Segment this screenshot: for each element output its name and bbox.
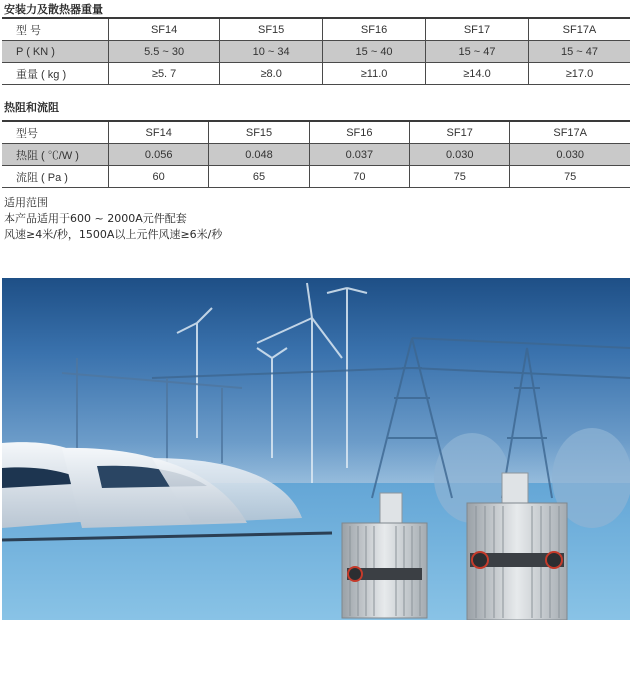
table-row [2,166,630,188]
table-cell: SF15 [220,18,323,41]
table-row [2,41,630,63]
table-cell: 75 [510,166,630,188]
table-cell: ≥8.0 [220,63,323,85]
table-header-row [2,121,630,144]
table-cell: SF16 [323,18,426,41]
table-cell: ≥17.0 [528,63,630,85]
table-cell: 15 ~ 40 [323,41,426,63]
table-cell: 热阻 ( ℃/W ) [2,144,109,166]
table-cell: SF17 [410,121,510,144]
table-cell: 重量 ( kg ) [16,68,67,81]
table-cell: P ( KN ) [2,41,109,63]
table-cell: 0.030 [510,144,630,166]
wind-turbines [177,283,367,483]
section-title-install-weight: 安装力及散热器重量 [4,3,103,16]
product-photo [2,278,630,620]
table-cell: 65 [209,166,309,188]
table-cell: ≥5. 7 [109,63,220,85]
table-cell: 流阻 ( Pa ) [16,171,68,184]
application-line-2: 风速≥4米/秒，1500A以上元件风速≥6米/秒 [4,228,223,241]
table-cell: SF17A [510,121,630,144]
table-cell: SF14 [109,18,220,41]
table-cell: 15 ~ 47 [426,41,529,63]
table-cell: 75 [410,166,510,188]
table-cell: 0.056 [109,144,209,166]
table-cell: 0.030 [410,144,510,166]
photo-illustration [2,278,630,620]
table-cell: SF17 [426,18,529,41]
table-cell: 10 ~ 34 [220,41,323,63]
table-cell: ≥11.0 [323,63,426,85]
application-title: 适用范围 [4,196,48,209]
table-cell: 15 ~ 47 [528,41,630,63]
table-row [2,63,630,85]
thermal-flow-table [2,120,630,188]
table-cell: SF16 [309,121,409,144]
install-weight-table [2,17,630,85]
table-row [2,144,630,166]
table-cell: 70 [309,166,409,188]
table-cell: 型 号 [16,24,42,37]
table-cell: 0.037 [309,144,409,166]
table-cell: ≥14.0 [426,63,529,85]
table-cell: SF17A [528,18,630,41]
section-title-thermal-flow: 热阻和流阻 [4,101,59,114]
table-cell: 5.5 ~ 30 [109,41,220,63]
table-cell: 60 [109,166,209,188]
table-cell: 0.048 [209,144,309,166]
table-header-row [2,18,630,41]
table-cell: 型号 [16,127,38,140]
table-cell: SF14 [109,121,209,144]
application-line-1: 本产品适用于600 ~ 2000A元件配套 [4,212,187,225]
table-cell: SF15 [209,121,309,144]
